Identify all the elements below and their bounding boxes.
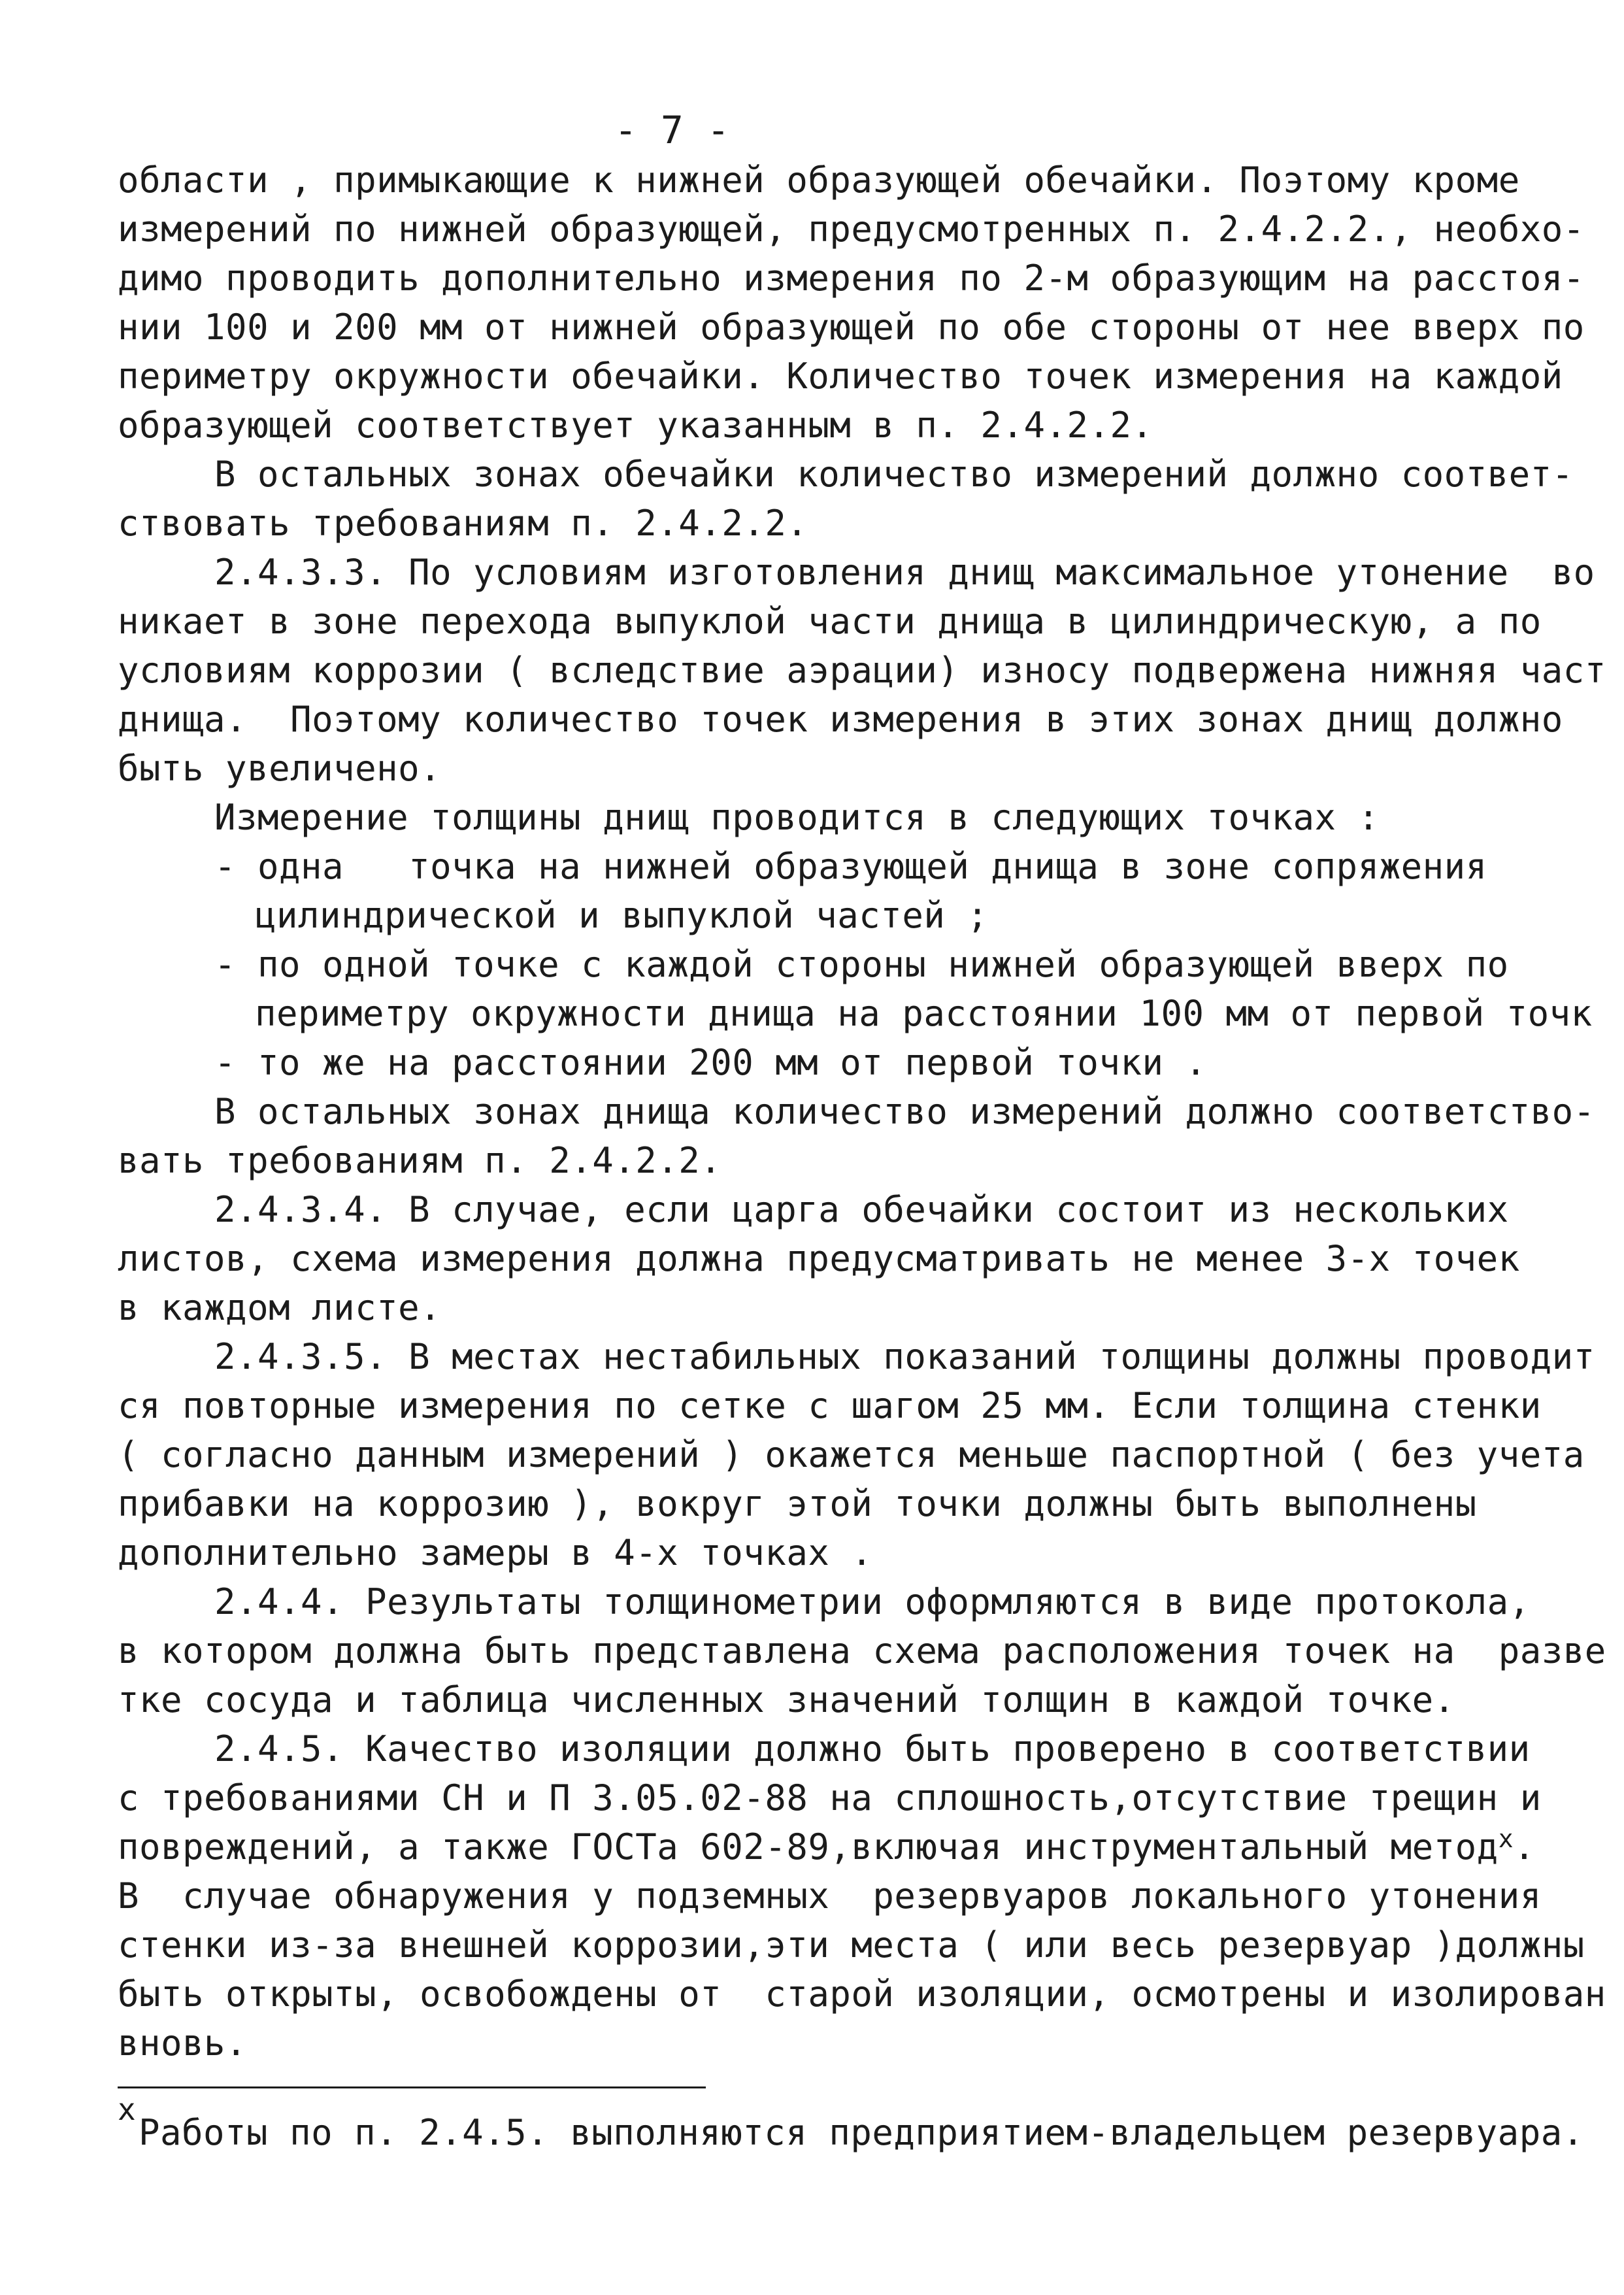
text-line: повреждений, а также ГОСТа 602-89,включая инструментальный метод$^х$.: [118, 1824, 1536, 1868]
text-line: вновь.: [118, 2022, 248, 2064]
list-item: - то же на расстоянии 200 мм от первой точки .: [214, 1042, 1207, 1083]
text-line: в каждом листе.: [118, 1287, 442, 1328]
text-line: ся повторные измерения по сетке с шагом 25 мм. Если толщина стенки: [118, 1385, 1542, 1426]
list-item: - одна точка на нижней образующей днища в зоне сопряжения: [214, 846, 1487, 887]
text-line: ствовать требованиям п. 2.4.2.2.: [118, 503, 808, 544]
text-line: днища. Поэтому количество точек измерения в этих зонах днищ должно: [118, 699, 1563, 740]
text-line: вать требованиям п. 2.4.2.2.: [118, 1140, 722, 1181]
text-line: листов, схема измерения должна предусматривать не менее 3-х точек: [118, 1238, 1520, 1279]
text-line: дополнительно замеры в 4-х точках .: [118, 1532, 873, 1573]
text-line: нии 100 и 200 мм от нижней образующей по обе стороны от нее вверх по: [118, 307, 1585, 348]
list-item-continuation: цилиндрической и выпуклой частей ;: [255, 895, 989, 936]
text-line: ( согласно данным измерений ) окажется меньше паспортной ( без учета: [118, 1434, 1585, 1475]
text-line: с требованиями СН и П 3.05.02-88 на сплошность,отсутствие трещин и: [118, 1777, 1542, 1818]
list-item: - по одной точке с каждой стороны нижней образующей вверх по: [214, 944, 1509, 985]
text-line: в котором должна быть представлена схема расположения точек на разве: [118, 1630, 1606, 1671]
text-line: 2.4.5. Качество изоляции должно быть проверено в соответствии: [214, 1728, 1531, 1769]
text-line: В остальных зонах обечайки количество измерений должно соответ-: [214, 454, 1574, 495]
text-line: стенки из-за внешней коррозии,эти места ( или весь резервуар )должны: [118, 1924, 1585, 1966]
text-line: измерений по нижней образующей, предусмотренных п. 2.4.2.2., необхо-: [118, 209, 1585, 250]
text-line: В случае обнаружения у подземных резервуаров локального утонения: [118, 1875, 1542, 1917]
text-line: условиям коррозии ( вследствие аэрации) износу подвержена нижняя част: [118, 650, 1606, 691]
text-line: 2.4.3.5. В местах нестабильных показаний толщины должны проводит: [214, 1336, 1595, 1377]
text-line: тке сосуда и таблица численных значений толщин в каждой точке.: [118, 1679, 1455, 1720]
footnote-mark: х: [118, 2092, 137, 2127]
text-line: периметру окружности обечайки. Количество точек измерения на каждой: [118, 356, 1563, 397]
text-line-body: повреждений, а также ГОСТа 602-89,включая инструментальный метод: [118, 1826, 1499, 1868]
footnote-divider: [118, 2086, 706, 2088]
text-line: никает в зоне перехода выпуклой части днища в цилиндрическую, а по: [118, 601, 1542, 642]
text-line: прибавки на коррозию ), вокруг этой точки должны быть выполнены: [118, 1483, 1477, 1524]
text-line: быть увеличено.: [118, 748, 442, 789]
footnote-text: Работы по п. 2.4.5. выполняются предприятием-владельцем резервуара.: [139, 2112, 1584, 2153]
footnote-reference: х: [1498, 1824, 1514, 1853]
text-line: В остальных зонах днища количество измерений должно соответство-: [214, 1091, 1595, 1132]
text-line: димо проводить дополнительно измерения по 2-м образующим на расстоя-: [118, 258, 1585, 299]
text-line: 2.4.4. Результаты толщинометрии оформляются в виде протокола,: [214, 1581, 1531, 1622]
text-line: области , примыкающие к нижней образующей обечайки. Поэтому кроме: [118, 159, 1520, 201]
text-line: 2.4.3.3. По условиям изготовления днищ максимальное утонение во: [214, 552, 1595, 593]
text-line: Измерение толщины днищ проводится в следующих точках :: [214, 797, 1380, 838]
list-item-continuation: периметру окружности днища на расстоянии 100 мм от первой точк: [255, 993, 1593, 1034]
text-line: образующей соответствует указанным в п. 2.4.2.2.: [118, 405, 1153, 446]
text-line: 2.4.3.4. В случае, если царга обечайки состоит из нескольких: [214, 1189, 1509, 1230]
text-line: быть открыты, освобождены от старой изоляции, осмотрены и изолирован: [118, 1973, 1606, 2015]
page-number: - 7 -: [614, 108, 731, 152]
